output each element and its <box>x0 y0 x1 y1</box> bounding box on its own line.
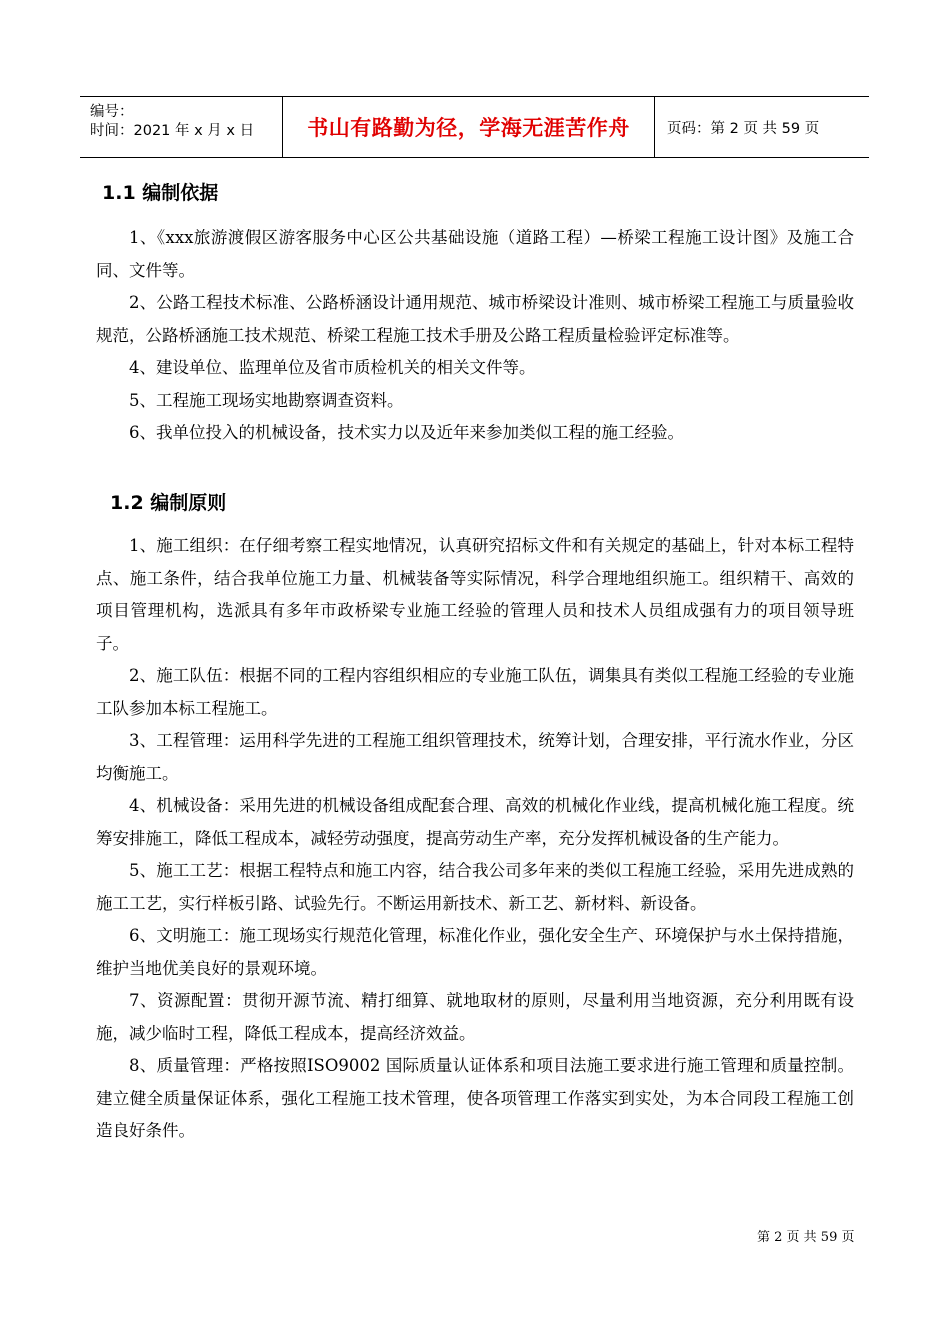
paragraph: 5、施工工艺：根据工程特点和施工内容，结合我公司多年来的类似工程施工经验，采用先进成熟的施工工艺，实行样板引路、试验先行。不断运用新技术、新工艺、新材料、新设备。 <box>96 861 854 913</box>
time-label: 时间：2021 年 x 月 x 日 <box>90 123 255 139</box>
paragraph: 5、工程施工现场实地勘察调查资料。 <box>129 390 404 410</box>
header-motto: 书山有路勤为径，学海无涯苦作舟 <box>282 97 655 157</box>
paragraph: 2、施工队伍：根据不同的工程内容组织相应的专业施工队伍，调集具有类似工程施工经验的专业施工队参加本标工程施工。 <box>96 666 854 718</box>
paragraph: 1、《xxx旅游渡假区游客服务中心区公共基础设施（道路工程）—桥梁工程施工设计图》及施工合同、文件等。 <box>96 228 854 280</box>
section-body-1-1 <box>96 222 854 450</box>
paragraph: 3、工程管理：运用科学先进的工程施工组织管理技术，统筹计划，合理安排，平行流水作业，分区均衡施工。 <box>96 731 854 783</box>
header-page-number: 页码：第 2 页 共 59 页 <box>667 120 820 137</box>
page-header <box>80 96 869 158</box>
section-body-1-2 <box>96 530 854 1148</box>
paragraph: 6、我单位投入的机械设备，技术实力以及近年来参加类似工程的施工经验。 <box>129 423 684 442</box>
paragraph: 6、文明施工：施工现场实行规范化管理，标准化作业，强化安全生产、环境保护与水土保持措施，维护当地优美良好的景观环境。 <box>96 926 854 978</box>
paragraph: 4、机械设备：采用先进的机械设备组成配套合理、高效的机械化作业线，提高机械化施工程度。统筹安排施工，降低工程成本，减轻劳动强度，提高劳动生产率，充分发挥机械设备的生产能力。 <box>96 796 854 848</box>
header-meta <box>80 97 282 157</box>
section-title-1-2: 1.2 编制原则 <box>110 492 227 514</box>
section-title-1-1: 1.1 编制依据 <box>102 182 219 204</box>
paragraph: 7、资源配置：贯彻开源节流、精打细算、就地取材的原则，尽量利用当地资源，充分利用既有设施，减少临时工程，降低工程成本，提高经济效益。 <box>96 991 854 1043</box>
number-label: 编号： <box>90 104 134 120</box>
paragraph: 1、施工组织：在仔细考察工程实地情况，认真研究招标文件和有关规定的基础上，针对本标工程特点、施工条件，结合我单位施工力量、机械装备等实际情况，科学合理地组织施工。组织精干、高效的项目管理机构，选派具有多年市政桥梁专业施工经验的管理人员和技术人员组成强有力的项目领导班子。 <box>96 536 854 653</box>
paragraph: 2、公路工程技术标准、公路桥涵设计通用规范、城市桥梁设计准则、城市桥梁工程施工与质量验收规范，公路桥涵施工技术规范、桥梁工程施工技术手册及公路工程质量检验评定标准等。 <box>96 293 854 345</box>
footer-page-number: 第 2 页 共 59 页 <box>757 1230 855 1245</box>
paragraph: 4、建设单位、监理单位及省市质检机关的相关文件等。 <box>129 358 536 377</box>
paragraph: 8、质量管理：严格按照ISO9002 国际质量认证体系和项目法施工要求进行施工管理和质量控制。建立健全质量保证体系，强化工程施工技术管理，使各项管理工作落实到实处，为本合同段工程施工创造良好条件。 <box>96 1056 854 1140</box>
